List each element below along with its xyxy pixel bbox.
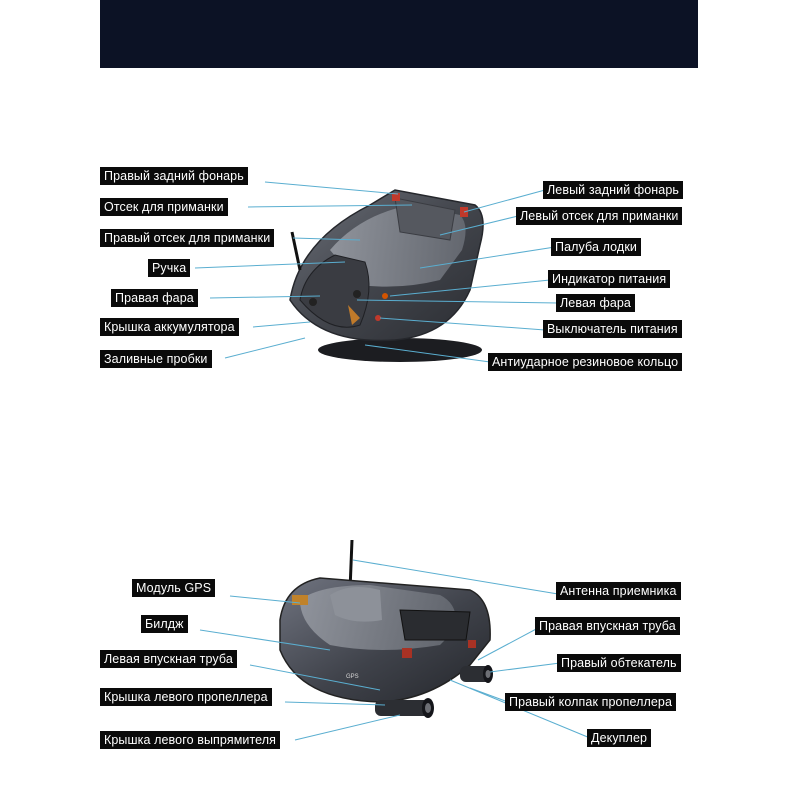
right-headlight: [309, 298, 317, 306]
label-bait-compartment: Отсек для приманки: [100, 198, 228, 216]
label-handle: Ручка: [148, 259, 190, 277]
label-right-fairing: Правый обтекатель: [557, 654, 681, 672]
rear-light-right: [468, 640, 476, 648]
label-left-propeller-cover: Крышка левого пропеллера: [100, 688, 272, 706]
power-indicator: [382, 293, 388, 299]
label-right-intake-pipe: Правая впускная труба: [535, 617, 680, 635]
right-propeller: [460, 665, 493, 683]
label-bilge: Билдж: [141, 615, 188, 633]
label-right-tail-light: Правый задний фонарь: [100, 167, 248, 185]
label-left-intake-pipe: Левая впускная труба: [100, 650, 237, 668]
top-boat-illustration: [290, 190, 483, 362]
rear-light-left: [402, 648, 412, 658]
label-right-headlight: Правая фара: [111, 289, 198, 307]
label-right-bait-compartment: Правый отсек для приманки: [100, 229, 274, 247]
label-power-switch: Выключатель питания: [543, 320, 682, 338]
bottom-boat-illustration: [280, 540, 493, 718]
label-boat-deck: Палуба лодки: [551, 238, 641, 256]
left-propeller: [375, 698, 434, 718]
label-left-rectifier-cover: Крышка левого выпрямителя: [100, 731, 280, 749]
gps-module: [292, 595, 308, 605]
label-filler-plugs: Заливные пробки: [100, 350, 212, 368]
hull-gps-text: GPS: [346, 674, 359, 680]
front-bait-box: [400, 610, 470, 640]
label-left-bait-compartment: Левый отсек для приманки: [516, 207, 682, 225]
label-power-indicator: Индикатор питания: [548, 270, 670, 288]
label-receiver-antenna: Антенна приемника: [556, 582, 681, 600]
label-bumper-ring: Антиударное резиновое кольцо: [488, 353, 682, 371]
label-gps-module: Модуль GPS: [132, 579, 215, 597]
label-decoupler: Декуплер: [587, 729, 651, 747]
left-headlight: [353, 290, 361, 298]
label-right-propeller-cap: Правый колпак пропеллера: [505, 693, 676, 711]
label-battery-cover: Крышка аккумулятора: [100, 318, 239, 336]
label-left-headlight: Левая фара: [556, 294, 635, 312]
label-left-tail-light: Левый задний фонарь: [543, 181, 683, 199]
